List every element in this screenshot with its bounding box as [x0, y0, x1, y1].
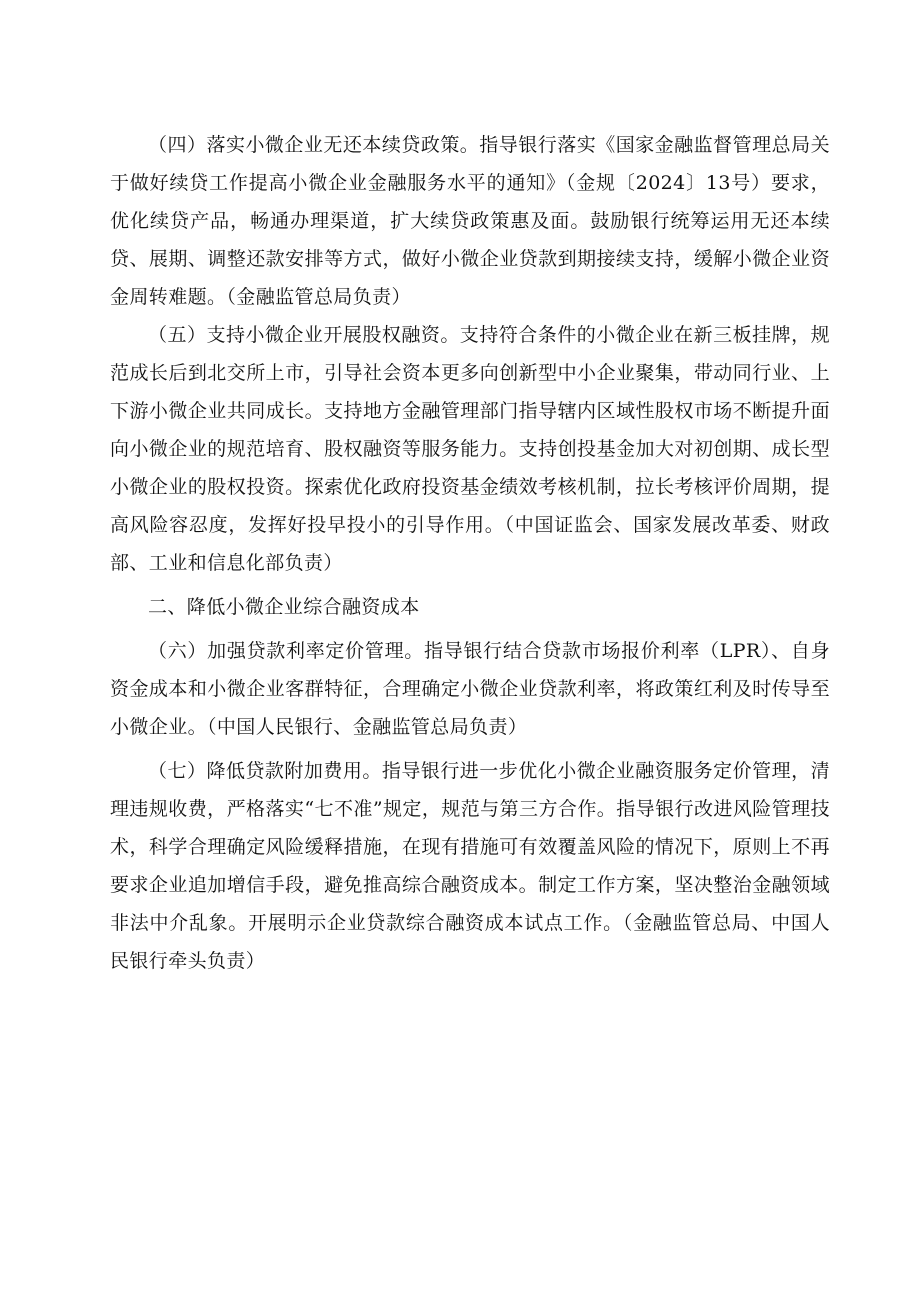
paragraph-item-4: （四）落实小微企业无还本续贷政策。指导银行落实《国家金融监督管理总局关于做好续贷工作提高小微企业金融服务水平的通知》（金规〔2024〕13号）要求，优化续贷产品，畅通办理渠道，扩大续贷政策惠及面。鼓励银行统筹运用无还本续贷、展期、调整还款安排等方式，做好小微企业贷款到期接续支持，缓解小微企业资金周转难题。（金融监管总局负责） — [110, 134, 830, 308]
paragraph-item-6: （六）加强贷款利率定价管理。指导银行结合贷款市场报价利率（LPR）、自身资金成本和小微企业客群特征，合理确定小微企业贷款利率，将政策红利及时传导至小微企业。（中国人民银行、金融监管总局负责） — [110, 640, 830, 738]
paragraph-item-5: （五）支持小微企业开展股权融资。支持符合条件的小微企业在新三板挂牌，规范成长后到北交所上市，引导社会资本更多向创新型中小企业聚集，带动同行业、上下游小微企业共同成长。支持地方金融管理部门指导辖内区域性股权市场不断提升面向小微企业的规范培育、股权融资等服务能力。支持创投基金加大对初创期、成长型小微企业的股权投资。探索优化政府投资基金绩效考核机制，拉长考核评价周期，提高风险容忍度，发挥好投早投小的引导作用。（中国证监会、国家发展改革委、财政部、工业和信息化部负责） — [110, 324, 830, 574]
paragraph-item-7: （七）降低贷款附加费用。指导银行进一步优化小微企业融资服务定价管理，清理违规收费，严格落实“七不准”规定，规范与第三方合作。指导银行改进风险管理技术，科学合理确定风险缓释措施，在现有措施可有效覆盖风险的情况下，原则上不再要求企业追加增信手段，避免推高综合融资成本。制定工作方案，坚决整治金融领域非法中介乱象。开展明示企业贷款综合融资成本试点工作。（金融监管总局、中国人民银行牵头负责） — [110, 760, 830, 972]
section-heading-2: 二、降低小微企业综合融资成本 — [148, 596, 420, 618]
document-page — [110, 126, 830, 980]
